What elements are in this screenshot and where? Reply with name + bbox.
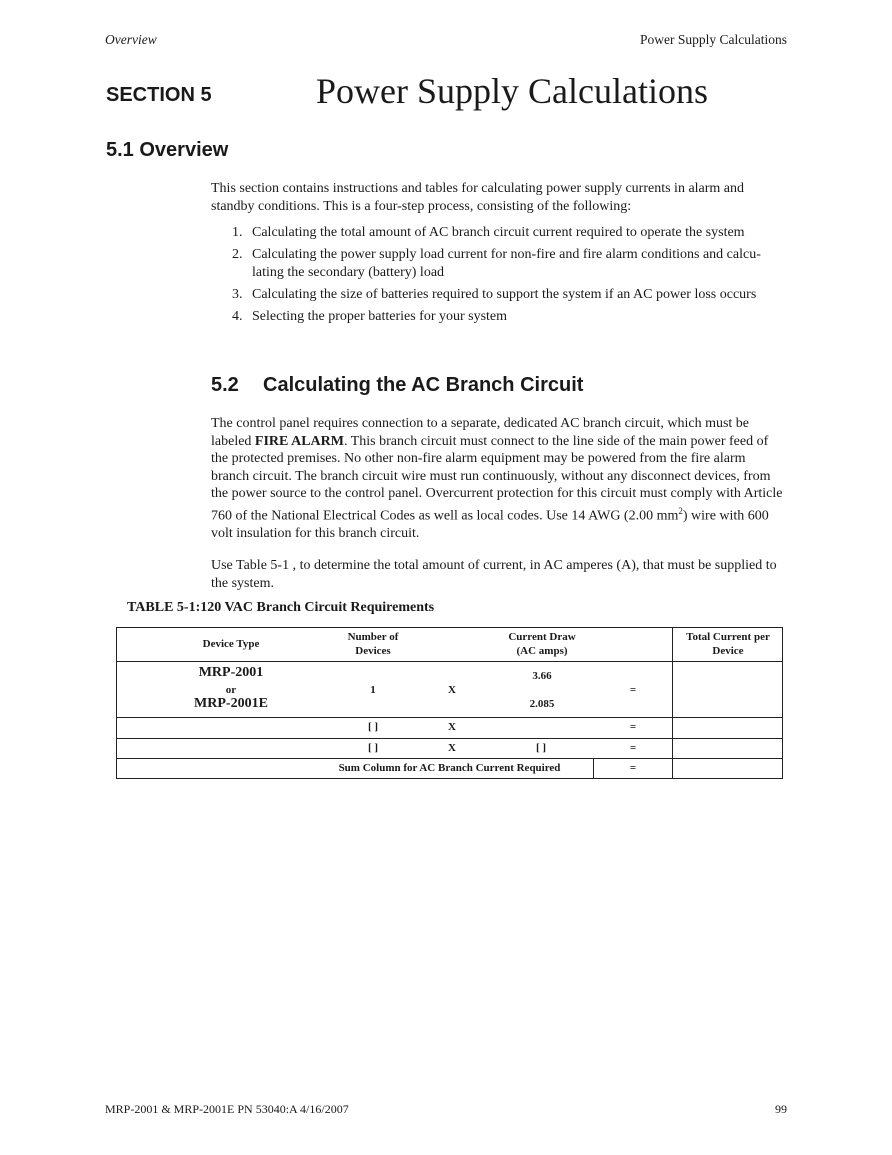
table-caption: TABLE 5-1:120 VAC Branch Circuit Requirements [127,600,435,615]
row1-times-sign: X [448,684,456,696]
device-mrp-2001e: MRP-2001E [194,696,268,711]
row3-device-count-blank: [ ] [367,742,379,754]
steps-list [232,224,786,330]
step-number: 1. [232,225,243,240]
ac-branch-heading [211,374,583,397]
column-divider [593,758,594,779]
header-total-line2: Device [712,645,744,657]
superscript-2: 2 [678,505,683,516]
step-item [232,286,786,304]
header-number-line1: Number of [347,631,399,643]
overview-intro-paragraph: This section contains instructions and tables for calculating power supply currents in alarm and standby conditions. This is a four-step process, consisting of the following: [211,181,745,214]
device-mrp-2001: MRP-2001 [198,665,264,680]
header-current-line2: (AC amps) [516,645,568,657]
header-number-line2: Devices [355,645,391,657]
ac-branch-heading-text: Calculating the AC Branch Circuit [263,374,584,396]
device-or: or [225,684,237,696]
fire-alarm-label: FIRE ALARM [254,433,344,449]
step-item [232,224,786,242]
branch-circuit-table [116,627,783,779]
row2-equals-sign: = [629,721,637,733]
current-mrp-2001: 3.66 [532,670,552,682]
table-border-top [116,627,783,628]
footer-document-id: MRP-2001 & MRP-2001E PN 53040:A 4/16/2007 [105,1102,349,1116]
sum-row-label: Sum Column for AC Branch Current Required [338,762,561,774]
step-item [232,308,786,326]
step-text: Calculating the total amount of AC branch circuit current required to operate the system [252,225,745,240]
step-text: Selecting the proper batteries for your system [252,308,508,324]
header-total-line1: Total Current per [686,631,770,643]
row3-equals-sign: = [629,742,637,754]
step-number: 3. [232,286,243,302]
row-divider [116,661,783,662]
overview-heading: 5.1 Overview [106,139,229,161]
header-device-type: Device Type [202,638,260,650]
step-number: 2. [232,247,243,263]
table-border-bottom [116,778,783,779]
ac-branch-heading-number: 5.2 [211,374,239,396]
ac-branch-text-3: ) wire with 600 volt insulation for this branch circuit. [211,508,769,542]
step-text: Calculating the power supply load current for non-fire and fire alarm conditions and calcu-lating the secondary (battery) load [252,247,761,280]
ac-branch-text-1: The control panel requires connection to a separate, dedicated AC branch circuit, which must be labeled [211,416,750,449]
running-header-left: Overview [105,32,157,47]
header-current-line1: Current Draw [508,631,576,643]
step-text: Calculating the size of batteries required to support the system if an AC power loss occurs [252,286,757,302]
ac-branch-paragraph [211,415,786,543]
row3-times-sign: X [448,742,456,754]
section-title: Power Supply Calculations [316,71,708,111]
step-item [232,246,786,281]
step-number: 4. [232,308,243,324]
row1-device-count: 1 [370,684,376,696]
header-total-current [673,630,783,658]
row-divider [116,717,783,718]
table-reference-paragraph: Use Table 5-1 , to determine the total amount of current, in AC amperes (A), that must be supplied to the system. [211,558,777,591]
page-number: 99 [775,1102,787,1116]
running-header-right: Power Supply Calculations [640,32,787,47]
current-mrp-2001e: 2.085 [529,698,555,710]
row1-equals-sign: = [629,684,637,696]
row3-current-blank: [ ] [535,742,547,754]
header-number-of-devices [303,630,443,658]
ac-branch-text-2: . This branch circuit must connect to the line side of the main power feed of the protected premises. No other non-fire alarm equipment may be powered from the fire alarm branch circuit. The branch circuit wire must run continuously, without any disconnect devices, from the power source to the control panel. Overcurrent protection for this circuit must comply with Article 760 of the National Electrical Codes as well as local codes. Use 14 AWG (2.00 mm [211,433,783,524]
section-label: SECTION 5 [106,84,212,106]
sum-row-equals-sign: = [629,762,637,774]
row2-device-count-blank: [ ] [367,721,379,733]
row-divider [116,758,783,759]
row-divider [116,738,783,739]
header-current-draw [472,630,612,658]
row2-times-sign: X [448,721,456,733]
